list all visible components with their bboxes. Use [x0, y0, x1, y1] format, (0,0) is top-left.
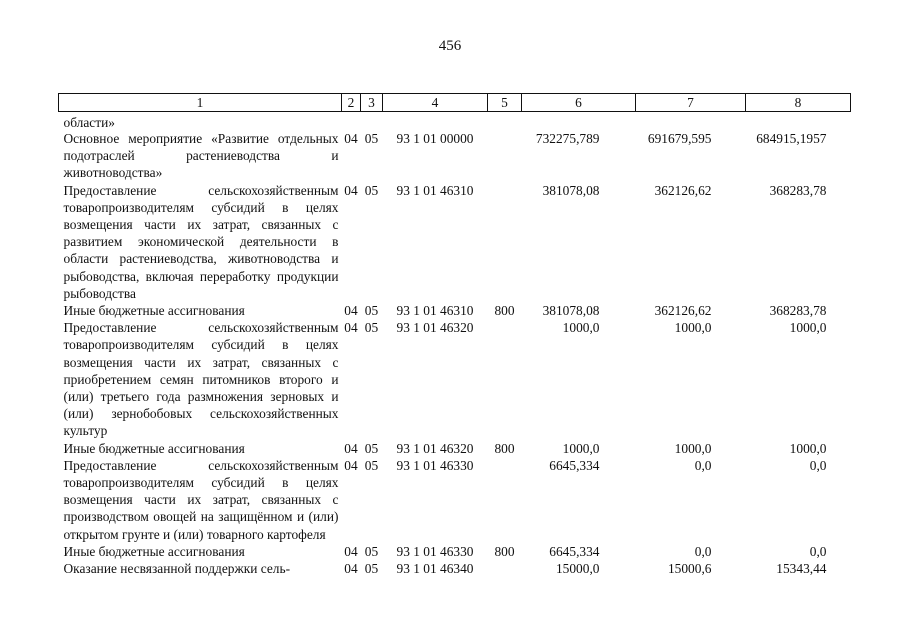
row-amount-col6 [522, 112, 636, 131]
row-amount-col7: 691679,595 [647, 131, 712, 146]
header-col-1: 1 [59, 94, 342, 112]
row-amount-col6: 15000,0 [555, 561, 600, 577]
row-subsection: 05 [364, 561, 379, 577]
row-target-code: 93 1 01 46310 [396, 303, 474, 319]
row-subsection: 05 [364, 457, 379, 473]
row-section: 04 [344, 561, 358, 577]
row-amount-col8: 684915,1957 [756, 131, 827, 146]
row-amount-col7: 362126,62 [654, 182, 712, 198]
row-amount-col7 [636, 112, 746, 131]
row-section: 04 [344, 182, 358, 198]
row-amount-col6: 6645,334 [549, 543, 600, 559]
row-expense-type: 800 [494, 440, 515, 456]
row-expense-type [488, 457, 522, 543]
row-target-code: 93 1 01 46320 [396, 320, 474, 336]
table-row [59, 130, 851, 182]
row-target-code [383, 112, 488, 131]
table-row [59, 112, 851, 131]
table-row [59, 440, 851, 457]
row-expense-type [488, 319, 522, 439]
table-row [59, 457, 851, 543]
row-target-code: 93 1 01 46330 [396, 457, 474, 473]
row-expense-type: 800 [494, 543, 515, 559]
row-amount-col8: 0,0 [809, 543, 827, 559]
row-name: Основное мероприятие «Развитие отдельных подотраслей растениеводства и животноводства» [63, 131, 339, 181]
row-amount-col8: 1000,0 [789, 440, 827, 456]
row-amount-col8: 1000,0 [789, 320, 827, 336]
row-target-code: 93 1 01 46310 [396, 182, 474, 198]
row-name: Оказание несвязанной поддержки сель- [63, 561, 291, 577]
table-row [59, 182, 851, 302]
table-row [59, 302, 851, 319]
row-amount-col7: 0,0 [694, 457, 712, 473]
header-col-2: 2 [342, 94, 361, 112]
header-row [59, 94, 851, 112]
row-name: Предоставление сельскохозяйственным товаропроизводителям субсидий в целях возмещения части их затрат, связанных с производством овощей на защищённом и (или) открытом грунте и (или) товарного картофеля [63, 457, 339, 542]
row-name: Предоставление сельскохозяйственным товаропроизводителям субсидий в целях возмещения части их затрат, связанных с развитием экономической деятельности в области растениеводства, животноводства и рыбоводства, включая переработку продукции рыбоводства [63, 182, 339, 301]
row-amount-col8: 368283,78 [769, 182, 827, 198]
row-name: Иные бюджетные ассигнования [63, 440, 245, 456]
header-col-5: 5 [488, 94, 522, 112]
row-subsection: 05 [364, 543, 379, 559]
row-expense-type [488, 130, 522, 182]
row-expense-type [488, 182, 522, 302]
row-subsection: 05 [364, 320, 379, 336]
budget-table [58, 93, 851, 577]
row-section: 04 [344, 131, 358, 146]
row-target-code: 93 1 01 00000 [396, 131, 474, 146]
row-amount-col8: 368283,78 [769, 303, 827, 319]
row-amount-col7: 1000,0 [674, 320, 712, 336]
row-section: 04 [344, 303, 358, 319]
row-amount-col6: 381078,08 [542, 182, 600, 198]
row-target-code: 93 1 01 46330 [396, 543, 474, 559]
row-name: Иные бюджетные ассигнования [63, 543, 245, 559]
row-subsection [361, 112, 383, 131]
row-name: области» [63, 115, 115, 130]
row-section: 04 [344, 320, 358, 336]
header-col-8: 8 [746, 94, 851, 112]
row-amount-col7: 15000,6 [667, 561, 712, 577]
row-amount-col8: 15343,44 [776, 561, 827, 577]
row-name: Предоставление сельскохозяйственным товаропроизводителям субсидий в целях возмещения части их затрат, связанных с приобретением семян питомников второго и (или) третьего года размножения зерновых и (или) зернобобовых сельскохозяйственных культур [63, 320, 339, 439]
header-col-3: 3 [361, 94, 383, 112]
page-number: 456 [438, 38, 462, 54]
row-amount-col7: 0,0 [694, 543, 712, 559]
row-expense-type: 800 [494, 303, 515, 319]
row-subsection: 05 [364, 303, 379, 319]
row-subsection: 05 [364, 182, 379, 198]
row-subsection: 05 [364, 131, 379, 146]
row-section [342, 112, 361, 131]
header-col-4: 4 [383, 94, 488, 112]
row-amount-col6: 732275,789 [535, 131, 600, 146]
row-amount-col7: 1000,0 [674, 440, 712, 456]
table-row [59, 319, 851, 439]
header-col-7: 7 [636, 94, 746, 112]
row-section: 04 [344, 543, 358, 559]
row-target-code: 93 1 01 46320 [396, 440, 474, 456]
header-col-6: 6 [522, 94, 636, 112]
row-amount-col6: 1000,0 [562, 320, 600, 336]
row-amount-col8: 0,0 [809, 457, 827, 473]
row-amount-col6: 6645,334 [549, 457, 600, 473]
table-row [59, 543, 851, 560]
row-name: Иные бюджетные ассигнования [63, 303, 245, 319]
row-amount-col8 [746, 112, 851, 131]
row-expense-type [488, 112, 522, 131]
row-section: 04 [344, 440, 358, 456]
row-section: 04 [344, 457, 358, 473]
row-expense-type [488, 560, 522, 577]
row-amount-col6: 381078,08 [542, 303, 600, 319]
table-row [59, 560, 851, 577]
row-amount-col6: 1000,0 [562, 440, 600, 456]
row-subsection: 05 [364, 440, 379, 456]
row-target-code: 93 1 01 46340 [396, 561, 474, 577]
row-amount-col7: 362126,62 [654, 303, 712, 319]
